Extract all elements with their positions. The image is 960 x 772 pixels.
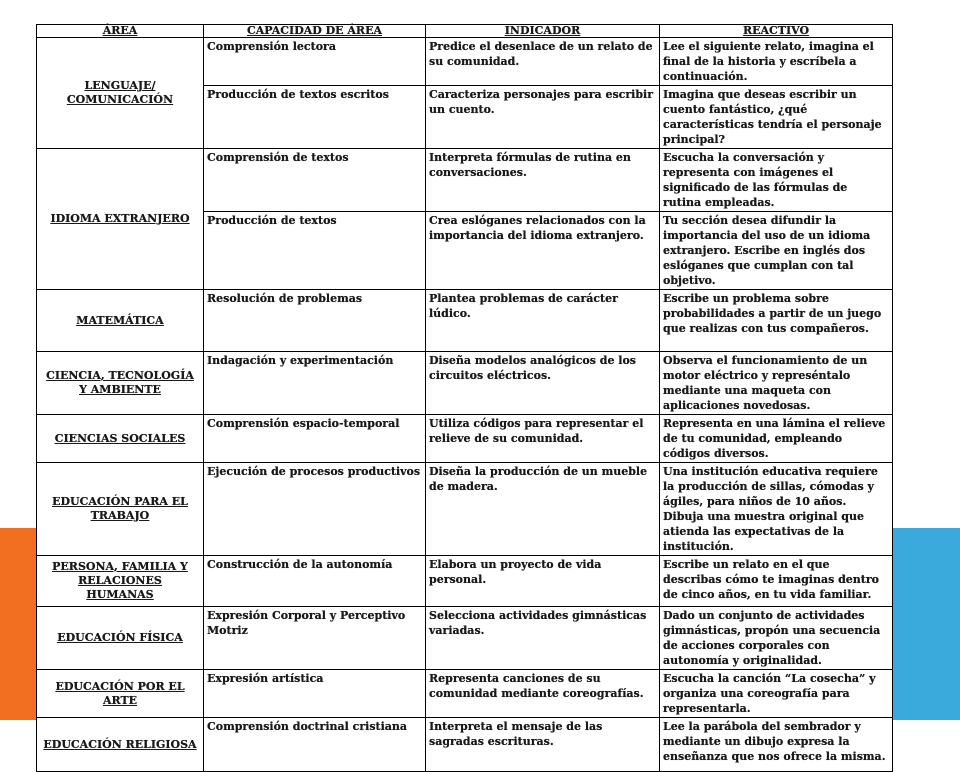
header-area: ÁREA (37, 25, 204, 38)
reactivo-cell: Observa el funcionamiento de un motor eléctrico y represéntalo mediante una maqueta con aplicaciones novedosas. (660, 352, 893, 415)
reactivo-cell: Escribe un problema sobre probabilidades a partir de un juego que realizas con tus compañeros. (660, 290, 893, 352)
slide-table-container (36, 24, 892, 763)
capacidad-cell: Construcción de la autonomía (204, 556, 426, 607)
reactivo-cell: Representa en una lámina el relieve de tu comunidad, empleando códigos diversos. (660, 415, 893, 463)
indicador-cell: Predice el desenlace de un relato de su comunidad. (426, 38, 660, 86)
reactivo-cell: Dado un conjunto de actividades gimnásticas, propón una secuencia de acciones corporales con autonomía y originalidad. (660, 607, 893, 670)
reactivo-cell: Tu sección desea difundir la importancia del uso de un idioma extranjero. Escribe en inglés dos eslóganes que cumplan con tal objetivo. (660, 212, 893, 290)
area-cell: EDUCACIÓN FÍSICA (37, 607, 204, 670)
area-cell: CIENCIAS SOCIALES (37, 415, 204, 463)
capacidad-cell: Resolución de problemas (204, 290, 426, 352)
capacidad-cell: Comprensión de textos (204, 149, 426, 212)
capacidad-cell: Comprensión espacio-temporal (204, 415, 426, 463)
area-cell: PERSONA, FAMILIA Y RELACIONES HUMANAS (37, 556, 204, 607)
capacidad-cell: Ejecución de procesos productivos (204, 463, 426, 556)
capacidad-cell: Comprensión doctrinal cristiana (204, 718, 426, 772)
table-row (37, 290, 893, 352)
capacidad-cell: Expresión Corporal y Perceptivo Motriz (204, 607, 426, 670)
table-row (37, 718, 893, 772)
area-cell: LENGUAJE/ COMUNICACIÓN (37, 38, 204, 149)
indicador-cell: Utiliza códigos para representar el relieve de su comunidad. (426, 415, 660, 463)
reactivo-cell: Escribe un relato en el que describas cómo te imaginas dentro de cinco años, en tu vida familiar. (660, 556, 893, 607)
area-cell: IDIOMA EXTRANJERO (37, 149, 204, 290)
table-row (37, 149, 893, 212)
header-row (37, 25, 893, 38)
indicador-cell: Crea eslóganes relacionados con la importancia del idioma extranjero. (426, 212, 660, 290)
table-row (37, 670, 893, 718)
area-cell: MATEMÁTICA (37, 290, 204, 352)
table-row (37, 38, 893, 86)
area-cell: CIENCIA, TECNOLOGÍA Y AMBIENTE (37, 352, 204, 415)
reactivo-cell: Escucha la conversación y representa con imágenes el significado de las fórmulas de rutina empleadas. (660, 149, 893, 212)
indicador-cell: Selecciona actividades gimnásticas variadas. (426, 607, 660, 670)
reactivo-cell: Una institución educativa requiere la producción de sillas, cómodas y ágiles, para niños de 10 años. Dibuja una muestra original que atienda las expectativas de la institución. (660, 463, 893, 556)
reactivo-cell: Escucha la canción “La cosecha” y organiza una coreografía para representarla. (660, 670, 893, 718)
reactivo-cell: Imagina que deseas escribir un cuento fantástico, ¿qué características tendría el personaje principal? (660, 86, 893, 149)
indicador-cell: Diseña modelos analógicos de los circuitos eléctricos. (426, 352, 660, 415)
header-indicador: INDICADOR (426, 25, 660, 38)
indicador-cell: Elabora un proyecto de vida personal. (426, 556, 660, 607)
area-cell: EDUCACIÓN PARA EL TRABAJO (37, 463, 204, 556)
capacidad-cell: Indagación y experimentación (204, 352, 426, 415)
area-cell: EDUCACIÓN POR EL ARTE (37, 670, 204, 718)
areas-table (36, 24, 893, 772)
capacidad-cell: Producción de textos (204, 212, 426, 290)
indicador-cell: Interpreta fórmulas de rutina en conversaciones. (426, 149, 660, 212)
area-cell: EDUCACIÓN RELIGIOSA (37, 718, 204, 772)
table-row (37, 352, 893, 415)
capacidad-cell: Comprensión lectora (204, 38, 426, 86)
indicador-cell: Interpreta el mensaje de las sagradas escrituras. (426, 718, 660, 772)
indicador-cell: Representa canciones de su comunidad mediante coreografías. (426, 670, 660, 718)
indicador-cell: Plantea problemas de carácter lúdico. (426, 290, 660, 352)
indicador-cell: Diseña la producción de un mueble de madera. (426, 463, 660, 556)
capacidad-cell: Producción de textos escritos (204, 86, 426, 149)
header-reactivo: REACTIVO (660, 25, 893, 38)
capacidad-cell: Expresión artística (204, 670, 426, 718)
table-row (37, 415, 893, 463)
header-capacidad: CAPACIDAD DE ÁREA (204, 25, 426, 38)
reactivo-cell: Lee el siguiente relato, imagina el final de la historia y escríbela a continuación. (660, 38, 893, 86)
reactivo-cell: Lee la parábola del sembrador y mediante un dibujo expresa la enseñanza que nos ofrece la misma. (660, 718, 893, 772)
indicador-cell: Caracteriza personajes para escribir un cuento. (426, 86, 660, 149)
table-row (37, 463, 893, 556)
table-row (37, 607, 893, 670)
table-row (37, 556, 893, 607)
